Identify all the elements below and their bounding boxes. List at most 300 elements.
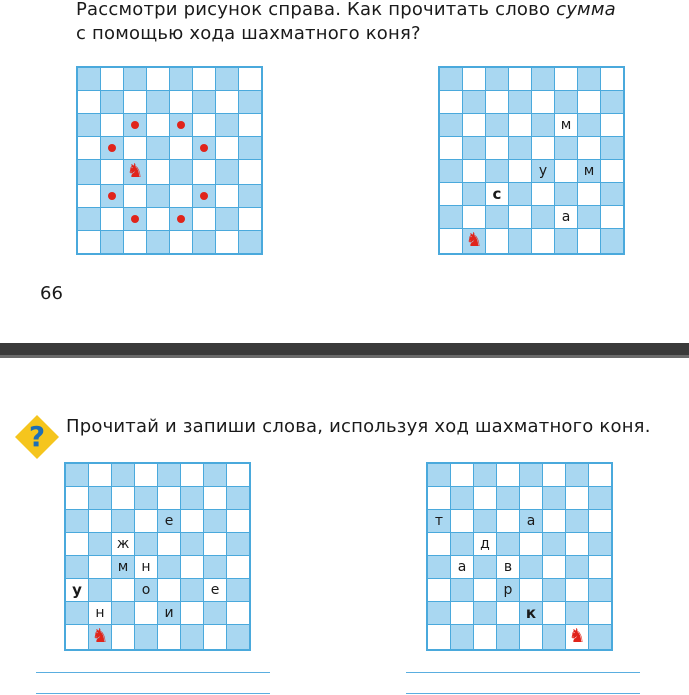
board-cell	[89, 533, 112, 556]
board-cell	[532, 183, 555, 206]
question-mark: ?	[28, 420, 46, 453]
board-cell	[532, 114, 555, 137]
board-cell	[66, 533, 89, 556]
board-letter: с	[492, 185, 502, 203]
board-cell	[509, 114, 532, 137]
board-cell	[89, 602, 112, 625]
board-cell	[124, 137, 147, 160]
board-cell	[181, 464, 204, 487]
board-cell	[216, 160, 239, 185]
board-letter: м	[583, 163, 595, 179]
board-letter: р	[503, 582, 513, 598]
board-cell	[227, 510, 250, 533]
board-cell	[101, 137, 124, 160]
board-cell	[589, 602, 612, 625]
board-cell	[566, 625, 589, 650]
board-cell	[170, 68, 193, 91]
board-cell	[147, 160, 170, 185]
board-cell	[193, 114, 216, 137]
board-cell	[147, 231, 170, 254]
board-cell	[78, 160, 101, 185]
board-letter: н	[95, 605, 105, 621]
board-cell	[227, 533, 250, 556]
board-cell	[543, 556, 566, 579]
board-cell	[204, 625, 227, 650]
board-cell	[509, 206, 532, 229]
board-cell	[486, 183, 509, 206]
board-letter: а	[457, 559, 467, 575]
board-cell	[193, 185, 216, 208]
board-cell	[66, 625, 89, 650]
board-letter: к	[525, 604, 537, 622]
board-letter: а	[561, 209, 571, 225]
board-cell	[147, 68, 170, 91]
board-cell	[497, 487, 520, 510]
board-cell	[158, 464, 181, 487]
board-cell	[181, 533, 204, 556]
knight-moves-board	[76, 66, 263, 255]
board-cell	[589, 625, 612, 650]
board-cell	[451, 556, 474, 579]
board-cell	[428, 579, 451, 602]
board-cell	[589, 464, 612, 487]
board-cell	[170, 160, 193, 185]
board-cell	[193, 231, 216, 254]
answer-line-right-1[interactable]	[406, 672, 640, 673]
board-cell	[486, 114, 509, 137]
board-cell	[497, 464, 520, 487]
board-cell	[124, 160, 147, 185]
board-letter: у	[538, 163, 548, 179]
board-cell	[474, 487, 497, 510]
board-cell	[193, 68, 216, 91]
board-cell	[532, 229, 555, 254]
board-cell	[101, 114, 124, 137]
board-cell	[124, 185, 147, 208]
board-letter: и	[164, 605, 174, 621]
board-cell	[555, 137, 578, 160]
board-cell	[428, 556, 451, 579]
board-cell	[566, 556, 589, 579]
board-cell	[474, 602, 497, 625]
board-cell	[566, 487, 589, 510]
move-dot	[200, 192, 208, 200]
board-cell	[147, 208, 170, 231]
top-task-line-1	[76, 0, 616, 22]
board-cell	[474, 533, 497, 556]
board-cell	[509, 68, 532, 91]
top-task-text: Рассмотри рисунок справа. Как прочитать слово	[76, 0, 557, 20]
board-cell	[601, 68, 624, 91]
board-cell	[147, 185, 170, 208]
board-cell	[78, 185, 101, 208]
board-cell	[124, 114, 147, 137]
board-cell	[543, 487, 566, 510]
board-cell	[440, 206, 463, 229]
board-cell	[170, 91, 193, 114]
board-cell	[158, 625, 181, 650]
move-dot	[131, 121, 139, 129]
board-cell	[101, 208, 124, 231]
board-cell	[181, 510, 204, 533]
board-cell	[78, 68, 101, 91]
board-cell	[124, 208, 147, 231]
board-cell	[532, 160, 555, 183]
board-cell	[428, 533, 451, 556]
board-cell	[112, 556, 135, 579]
summa-word-board	[438, 66, 625, 255]
board-cell	[566, 579, 589, 602]
board-cell	[532, 137, 555, 160]
board-cell	[543, 625, 566, 650]
board-cell	[543, 579, 566, 602]
board-cell	[78, 114, 101, 137]
board-cell	[170, 137, 193, 160]
board-letter: н	[141, 559, 151, 575]
board-cell	[112, 625, 135, 650]
board-cell	[193, 208, 216, 231]
board-cell	[147, 114, 170, 137]
board-cell	[451, 602, 474, 625]
board-cell	[509, 137, 532, 160]
board-cell	[112, 533, 135, 556]
board-cell	[543, 533, 566, 556]
board-cell	[486, 68, 509, 91]
board-cell	[520, 579, 543, 602]
board-letter: м	[117, 559, 129, 575]
board-letter: е	[164, 513, 174, 529]
board-cell	[204, 487, 227, 510]
board-cell	[555, 183, 578, 206]
board-cell	[474, 579, 497, 602]
board-cell	[227, 625, 250, 650]
board-cell	[89, 487, 112, 510]
board-cell	[440, 160, 463, 183]
board-cell	[440, 68, 463, 91]
board-cell	[451, 464, 474, 487]
board-letter: е	[210, 582, 220, 598]
move-dot	[108, 192, 116, 200]
board-cell	[497, 556, 520, 579]
knight-icon: ♞	[91, 625, 109, 647]
board-cell	[601, 206, 624, 229]
board-cell	[135, 602, 158, 625]
right-word-board	[426, 462, 613, 651]
board-cell	[66, 602, 89, 625]
word-summa: сумма	[556, 0, 616, 20]
board-cell	[451, 579, 474, 602]
board-cell	[216, 114, 239, 137]
board-cell	[520, 556, 543, 579]
board-cell	[112, 602, 135, 625]
board-cell	[239, 137, 262, 160]
board-letter: о	[141, 582, 151, 598]
board-cell	[451, 510, 474, 533]
board-cell	[135, 464, 158, 487]
board-cell	[555, 206, 578, 229]
board-cell	[147, 137, 170, 160]
board-cell	[589, 556, 612, 579]
move-dot	[131, 215, 139, 223]
page-divider-shadow	[0, 355, 689, 358]
board-cell	[89, 510, 112, 533]
board-cell	[181, 579, 204, 602]
move-dot	[177, 215, 185, 223]
board-cell	[566, 510, 589, 533]
board-cell	[566, 533, 589, 556]
board-cell	[486, 229, 509, 254]
board-cell	[566, 464, 589, 487]
board-cell	[227, 602, 250, 625]
board-cell	[532, 68, 555, 91]
board-cell	[193, 160, 216, 185]
board-cell	[428, 464, 451, 487]
board-cell	[158, 579, 181, 602]
board-cell	[227, 556, 250, 579]
board-cell	[520, 464, 543, 487]
board-cell	[158, 487, 181, 510]
board-cell	[89, 464, 112, 487]
board-cell	[578, 160, 601, 183]
board-cell	[89, 579, 112, 602]
board-cell	[509, 229, 532, 254]
board-cell	[463, 114, 486, 137]
board-cell	[601, 114, 624, 137]
board-cell	[239, 208, 262, 231]
board-cell	[486, 137, 509, 160]
board-letter: а	[526, 513, 536, 529]
board-cell	[428, 602, 451, 625]
board-cell	[486, 91, 509, 114]
board-cell	[216, 208, 239, 231]
board-cell	[204, 602, 227, 625]
board-cell	[463, 91, 486, 114]
board-cell	[578, 229, 601, 254]
board-cell	[204, 556, 227, 579]
board-cell	[135, 487, 158, 510]
board-cell	[135, 625, 158, 650]
board-cell	[101, 68, 124, 91]
board-cell	[239, 114, 262, 137]
board-cell	[463, 206, 486, 229]
board-cell	[78, 231, 101, 254]
board-cell	[486, 160, 509, 183]
move-dot	[200, 144, 208, 152]
board-cell	[193, 91, 216, 114]
board-cell	[578, 137, 601, 160]
board-cell	[216, 137, 239, 160]
board-cell	[474, 510, 497, 533]
board-cell	[101, 91, 124, 114]
board-cell	[135, 533, 158, 556]
board-cell	[428, 625, 451, 650]
board-cell	[543, 510, 566, 533]
board-cell	[532, 206, 555, 229]
board-cell	[239, 185, 262, 208]
page-number: 66	[40, 283, 63, 304]
board-cell	[474, 556, 497, 579]
board-cell	[78, 91, 101, 114]
board-cell	[566, 602, 589, 625]
board-cell	[135, 556, 158, 579]
board-cell	[170, 185, 193, 208]
board-cell	[509, 91, 532, 114]
board-cell	[101, 185, 124, 208]
board-cell	[89, 625, 112, 650]
board-cell	[239, 160, 262, 185]
board-letter: м	[560, 117, 572, 133]
board-cell	[601, 183, 624, 206]
answer-line-right-2[interactable]	[406, 693, 640, 694]
board-cell	[497, 533, 520, 556]
board-cell	[78, 137, 101, 160]
knight-icon: ♞	[465, 229, 483, 251]
board-cell	[227, 487, 250, 510]
board-cell	[463, 68, 486, 91]
board-cell	[147, 91, 170, 114]
board-cell	[589, 579, 612, 602]
board-cell	[440, 114, 463, 137]
board-cell	[578, 68, 601, 91]
board-cell	[589, 533, 612, 556]
board-cell	[520, 533, 543, 556]
board-cell	[555, 114, 578, 137]
board-cell	[474, 464, 497, 487]
board-cell	[440, 137, 463, 160]
knight-icon: ♞	[126, 160, 144, 182]
board-cell	[486, 206, 509, 229]
board-cell	[112, 487, 135, 510]
board-cell	[520, 602, 543, 625]
board-cell	[578, 114, 601, 137]
board-cell	[578, 183, 601, 206]
board-cell	[216, 91, 239, 114]
board-cell	[451, 533, 474, 556]
board-cell	[497, 579, 520, 602]
board-cell	[227, 464, 250, 487]
board-cell	[66, 556, 89, 579]
board-cell	[204, 464, 227, 487]
board-cell	[204, 533, 227, 556]
board-cell	[66, 464, 89, 487]
board-cell	[124, 68, 147, 91]
board-cell	[101, 160, 124, 185]
board-cell	[532, 91, 555, 114]
top-task-line-2: с помощью хода шахматного коня?	[76, 23, 421, 44]
board-cell	[578, 206, 601, 229]
board-cell	[601, 137, 624, 160]
board-cell	[66, 510, 89, 533]
board-cell	[181, 556, 204, 579]
board-cell	[589, 510, 612, 533]
board-cell	[158, 556, 181, 579]
board-cell	[555, 68, 578, 91]
board-cell	[520, 487, 543, 510]
board-cell	[463, 183, 486, 206]
board-cell	[135, 510, 158, 533]
board-cell	[497, 510, 520, 533]
board-cell	[112, 579, 135, 602]
answer-line-left-1[interactable]	[36, 672, 270, 673]
question-icon	[14, 414, 60, 460]
board-cell	[158, 602, 181, 625]
move-dot	[108, 144, 116, 152]
board-cell	[239, 68, 262, 91]
knight-icon: ♞	[568, 625, 586, 647]
board-cell	[181, 625, 204, 650]
board-cell	[601, 160, 624, 183]
board-cell	[89, 556, 112, 579]
board-letter: т	[434, 513, 444, 529]
bottom-task-text: Прочитай и запиши слова, используя ход шахматного коня.	[66, 416, 651, 437]
board-cell	[158, 533, 181, 556]
board-cell	[509, 160, 532, 183]
board-cell	[601, 229, 624, 254]
board-cell	[520, 625, 543, 650]
board-cell	[101, 231, 124, 254]
board-cell	[509, 183, 532, 206]
board-cell	[451, 487, 474, 510]
board-letter: в	[503, 559, 513, 575]
board-cell	[555, 229, 578, 254]
board-cell	[124, 91, 147, 114]
board-cell	[497, 602, 520, 625]
board-letter: у	[72, 581, 82, 599]
board-cell	[66, 487, 89, 510]
board-cell	[239, 231, 262, 254]
board-cell	[112, 510, 135, 533]
board-cell	[589, 487, 612, 510]
board-cell	[193, 137, 216, 160]
board-cell	[428, 510, 451, 533]
board-cell	[170, 208, 193, 231]
board-cell	[440, 229, 463, 254]
board-cell	[428, 487, 451, 510]
page-divider	[0, 343, 689, 355]
board-cell	[216, 231, 239, 254]
question-badge	[14, 414, 60, 460]
board-cell	[463, 160, 486, 183]
board-cell	[555, 91, 578, 114]
board-cell	[204, 510, 227, 533]
board-cell	[239, 91, 262, 114]
board-letter: д	[480, 536, 490, 552]
board-cell	[451, 625, 474, 650]
board-cell	[158, 510, 181, 533]
board-cell	[601, 91, 624, 114]
board-cell	[463, 137, 486, 160]
board-cell	[578, 91, 601, 114]
move-dot	[177, 121, 185, 129]
left-word-board	[64, 462, 251, 651]
board-cell	[543, 464, 566, 487]
board-cell	[170, 114, 193, 137]
board-cell	[440, 91, 463, 114]
board-cell	[78, 208, 101, 231]
board-letter: ж	[116, 536, 130, 552]
board-cell	[463, 229, 486, 254]
board-cell	[555, 160, 578, 183]
board-cell	[440, 183, 463, 206]
board-cell	[216, 185, 239, 208]
board-cell	[227, 579, 250, 602]
board-cell	[135, 579, 158, 602]
board-cell	[520, 510, 543, 533]
board-cell	[216, 68, 239, 91]
board-cell	[497, 625, 520, 650]
answer-line-left-2[interactable]	[36, 693, 270, 694]
board-cell	[474, 625, 497, 650]
